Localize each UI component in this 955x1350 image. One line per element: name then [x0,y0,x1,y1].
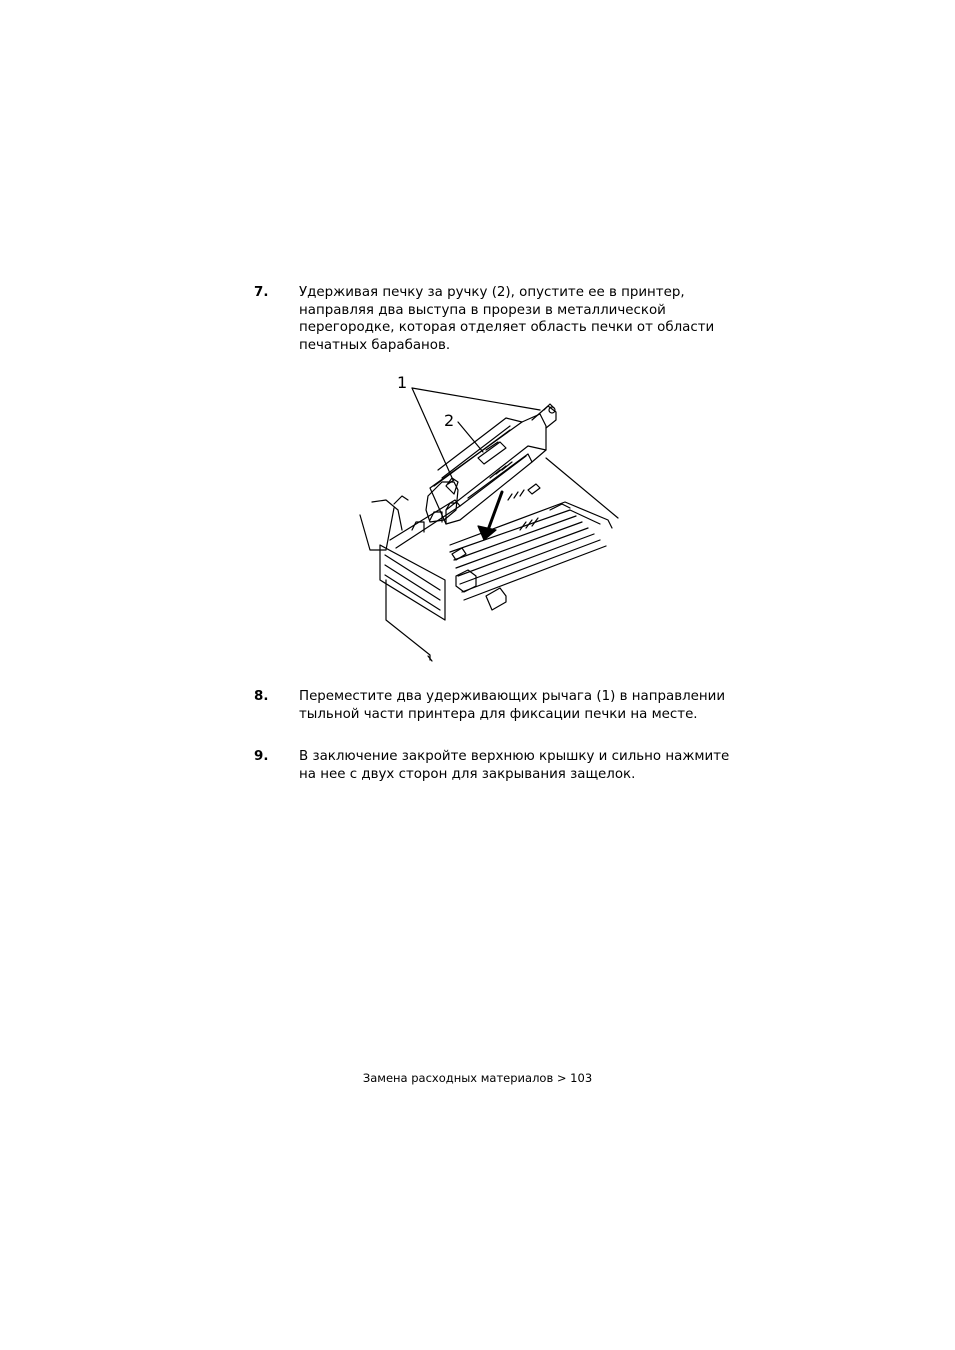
callout-1: 1 [397,373,408,392]
fuser-installation-illustration [350,370,620,665]
step-8-number: 8. [254,689,269,704]
callout-2: 2 [444,411,455,430]
step-9-number: 9. [254,749,269,764]
step-9-text: В заключение закройте верхнюю крышку и сильно нажмите на нее с двух сторон для закрывания защелок. [299,749,730,782]
step-8-text: Переместите два удерживающих рычага (1) в направлении тыльной части принтера для фиксации печки на месте. [299,689,726,722]
step-7-number: 7. [254,285,269,300]
page-footer: Замена расходных материалов > 103 [362,1071,593,1085]
step-7-text: Удерживая печку за ручку (2), опустите ее в принтер, направляя два выступа в прорези в металлической перегородке, которая отделяет область печки от области печатных барабанов. [299,285,715,353]
